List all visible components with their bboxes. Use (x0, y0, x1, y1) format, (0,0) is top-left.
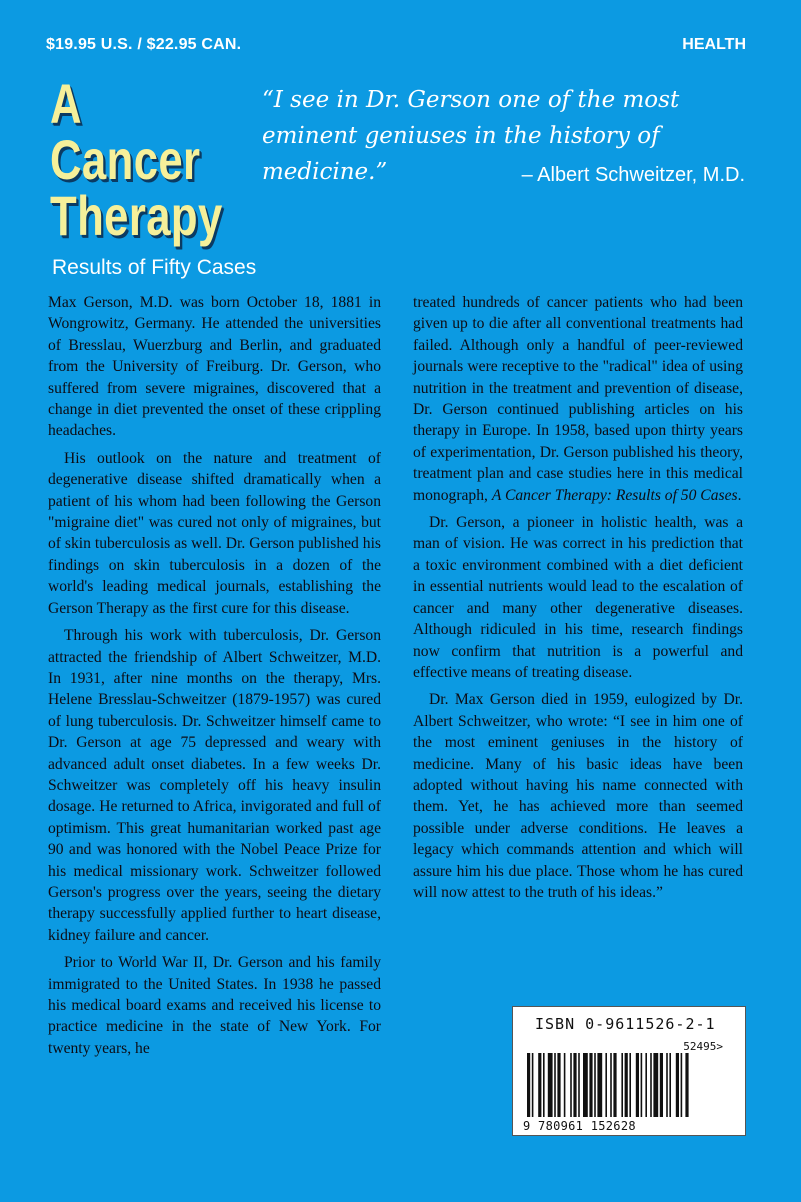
barcode-bar (594, 1053, 596, 1117)
body-column-left (48, 292, 381, 1065)
barcode-bar (613, 1053, 616, 1117)
barcode-bar (653, 1053, 658, 1117)
paragraph: Dr. Max Gerson died in 1959, eulogized by Dr. Albert Schweitzer, who wrote: “I see in him one of the most eminent geniuses in the history of medicine. Many of his basic ideas have been adopted without having his name connected with them. Yet, he has achieved more than seemed possible under adverse conditions. He leaves a legacy which commands attention and which will assure him his due place. Those whom he has cured will now attest to the truth of his ideas.” (413, 691, 743, 901)
barcode-bar (685, 1053, 688, 1117)
barcode-bar (554, 1053, 556, 1117)
book-title-reference: A Cancer Therapy: Results of 50 Cases (491, 486, 738, 504)
paragraph: Through his work with tuberculosis, Dr. Gerson attracted the friendship of Albert Schweitzer, M.D. In 1931, after nine months on the therapy, Mrs. Helene Bresslau-Schweitzer (1879-1957) was cured of lung tuberculosis. Dr. Schweitzer himself came to Dr. Gerson at age 75 depressed and weary with advanced adult onset diabetes. In a few weeks Dr. Schweitzer was completely off his heavy insulin dosage. He returned to Africa, invigorated and full of optimism. This great humanitarian worked past age 90 and was honored with the Nobel Peace Prize for his medical missionary work. Schweitzer followed Gerson's progress over the years, seeing the dietary therapy successfully applied further to heart disease, kidney failure and cancer. (48, 627, 381, 944)
price-code: 52495> (683, 1040, 723, 1053)
barcode-bar (669, 1053, 671, 1117)
isbn-number: ISBN 0-9611526-2-1 (535, 1015, 716, 1033)
paragraph-text: treated hundreds of cancer patients who had been given up to die after all conventional treatments had failed. Although only a handful of peer-reviewed journals were receptive to the "radical" idea of using nutrition in the treatment and prevention of disease, Dr. Gerson continued publishing articles on his therapy in Europe. In 1958, based upon thirty years of experimentation, Dr. Gerson published his theory, treatment plan and case studies here in this medical monograph, (413, 294, 743, 504)
barcode-bar (532, 1053, 534, 1117)
title-line-3: Therapy (50, 184, 223, 247)
endorsement-quote: “I see in Dr. Gerson one of the most eminent geniuses in the history of medicine.” (262, 87, 680, 185)
barcode-panel (512, 1006, 746, 1136)
barcode-bar (621, 1053, 623, 1117)
barcode-bar (538, 1053, 541, 1117)
book-subtitle: Results of Fifty Cases (52, 256, 257, 279)
barcode-bar (605, 1053, 607, 1117)
category-label: HEALTH (682, 36, 746, 53)
paragraph: His outlook on the nature and treatment of degenerative disease shifted dramatically when a patient of his whom had been following the Gerson "migraine diet" was cured not only of migraines, but of skin tuberculosis as well. Dr. Gerson published his findings on skin tuberculosis in a dozen of the world's leading medical journals, establishing the Gerson Therapy as the first cure for this disease. (48, 449, 381, 617)
paragraph (413, 292, 743, 506)
price-label: $19.95 U.S. / $22.95 CAN. (46, 36, 242, 53)
ean-number: 9 780961 152628 (523, 1119, 636, 1133)
paragraph: Dr. Gerson, a pioneer in holistic health, was a man of vision. He was correct in his prediction that a toxic environment combined with a diet deficient in essential nutrients would lead to the escalation of cancer and many other degenerative diseases. Although ridiculed in his time, research findings now confirm that nutrition is a powerful and effective means of treating disease. (413, 514, 743, 681)
paragraph: Prior to World War II, Dr. Gerson and his family immigrated to the United States. In 1938 he passed his medical board exams and received his license to practice medicine in the state of New York. For twenty years, he (48, 954, 381, 1057)
barcode-graphic (527, 1053, 733, 1117)
paragraph-text: . (737, 486, 742, 504)
barcode-bar (564, 1053, 566, 1117)
barcode-bar (583, 1053, 588, 1117)
barcode-bar (636, 1053, 639, 1117)
barcode-bar (548, 1053, 553, 1117)
barcode-bar (641, 1053, 643, 1117)
barcode-bar (629, 1053, 631, 1117)
barcode-bar (589, 1053, 592, 1117)
body-column-right (413, 292, 743, 909)
barcode-bar (660, 1053, 663, 1117)
paragraph: Max Gerson, M.D. was born October 18, 1881 in Wongrowitz, Germany. He attended the universities of Bresslau, Wuerzburg and Berlin, and graduated from the University of Freiburg. Dr. Gerson, who suffered from severe migraines, discovered that a change in diet prevented the onset of these crippling headaches. (48, 294, 381, 440)
barcode-bar (557, 1053, 560, 1117)
barcode-bar (625, 1053, 628, 1117)
barcode-bar (527, 1053, 530, 1117)
title-line-1: A (50, 72, 82, 135)
barcode-bar (573, 1053, 576, 1117)
barcode-bar (610, 1053, 612, 1117)
barcode-bar (597, 1053, 602, 1117)
barcode-bar (645, 1053, 647, 1117)
barcode-bar (681, 1053, 683, 1117)
barcode-bar (570, 1053, 572, 1117)
barcode-bar (650, 1053, 652, 1117)
title-line-2: Cancer (50, 128, 201, 191)
barcode-bar (666, 1053, 668, 1117)
barcode-bar (676, 1053, 679, 1117)
quote-author: – Albert Schweitzer, M.D. (521, 164, 745, 186)
barcode-bar (578, 1053, 580, 1117)
book-title (50, 72, 223, 247)
barcode-bar (543, 1053, 545, 1117)
